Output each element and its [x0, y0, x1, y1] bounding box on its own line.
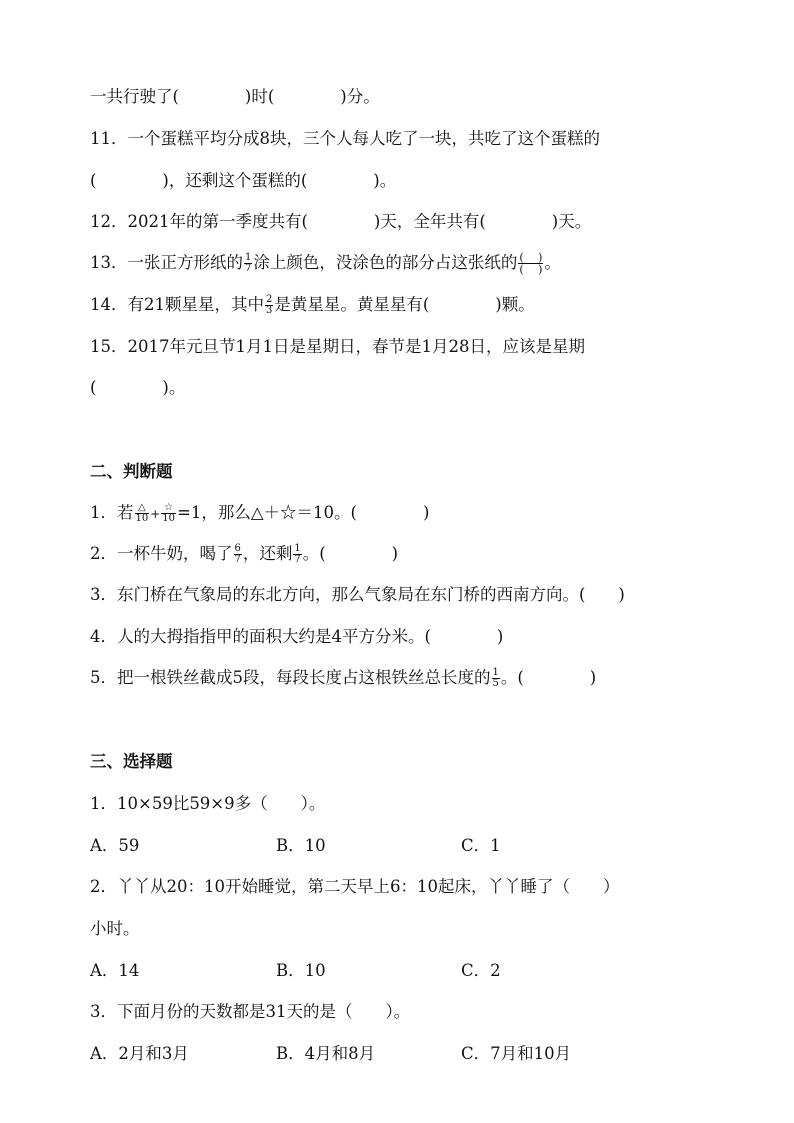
star-numerator: ☆: [164, 502, 174, 513]
section-heading-judgement: 二、判断题: [90, 462, 173, 481]
j5-text-post: 。( ): [500, 668, 597, 687]
blank-denominator: ( ): [519, 263, 543, 276]
fraction-numerator: 1: [245, 252, 252, 263]
fraction-denominator: 10: [135, 513, 149, 524]
fraction-denominator: 3: [266, 305, 273, 316]
j2-text-post: 。( ): [302, 544, 399, 563]
choice-3-option-b[interactable]: B．4月和8月: [276, 1044, 376, 1063]
question-15-line-2: ( )。: [90, 378, 186, 397]
q13-text-mid: 涂上颜色，没涂色的部分占这张纸的: [253, 253, 518, 272]
q14-text-pre: 14．有21颗星星，其中: [90, 295, 264, 314]
q13-text-end: 。: [544, 253, 561, 272]
choice-question-1: 1．10×59比59×9多（ ）。: [90, 794, 326, 813]
q13-answer-blank-fraction[interactable]: [518, 252, 543, 275]
choice-3-option-c[interactable]: C．7月和10月: [461, 1044, 572, 1063]
choice-1-option-a[interactable]: A．59: [90, 836, 140, 855]
choice-question-2-line-1: 2．丫丫从20：10开始睡觉，第二天早上6：10起床，丫丫睡了（ ）: [90, 877, 620, 896]
j1-fraction-triangle: [135, 503, 150, 524]
j5-fraction: [492, 668, 500, 689]
q13-text-pre: 13．一张正方形纸的: [90, 253, 243, 272]
fraction-denominator: 7: [294, 554, 301, 565]
question-11-line-2: ( )，还剩这个蛋糕的( )。: [90, 171, 397, 190]
fraction-numerator: 1: [492, 667, 499, 678]
fraction-numerator: 6: [234, 543, 241, 554]
judgement-5: [90, 667, 596, 689]
question-15-line-1: 15．2017年元旦节1月1日是星期日，春节是1月28日，应该是星期: [90, 337, 585, 356]
q10-continuation: 一共行驶了( )时( )分。: [90, 87, 380, 106]
triangle-numerator: △: [138, 502, 146, 513]
question-11-line-1: 11．一个蛋糕平均分成8块，三个人每人吃了一块，共吃了这个蛋糕的: [90, 129, 600, 148]
choice-1-option-c[interactable]: C．1: [461, 836, 501, 855]
j2-text-pre: 2．一杯牛奶，喝了: [90, 544, 233, 563]
judgement-1: [90, 502, 429, 525]
fraction-denominator: 5: [492, 678, 499, 689]
question-14: [90, 294, 535, 316]
blank-numerator: ( ): [519, 251, 543, 264]
j2-fraction-drunk: [234, 544, 242, 565]
j1-text-post: =1，那么△＋☆＝10。( ): [177, 503, 430, 522]
fraction-denominator: 7: [245, 263, 252, 274]
j1-text-pre: 1．若: [90, 503, 134, 522]
choice-2-option-a[interactable]: A．14: [90, 961, 140, 980]
q14-fraction: [265, 295, 273, 316]
section-heading-choice: 三、选择题: [90, 752, 173, 771]
choice-question-2-line-2: 小时。: [90, 919, 140, 938]
choice-3-option-a[interactable]: A．2月和3月: [90, 1044, 189, 1063]
choice-2-option-b[interactable]: B．10: [276, 961, 326, 980]
q14-text-post: 是黄星星。黄星星有( )颗。: [274, 295, 535, 314]
j5-text-pre: 5．把一根铁丝截成5段，每段长度占这根铁丝总长度的: [90, 668, 491, 687]
j2-text-mid: ，还剩: [242, 544, 293, 563]
fraction-denominator: 10: [162, 513, 176, 524]
choice-1-option-b[interactable]: B．10: [276, 836, 326, 855]
judgement-2: [90, 543, 398, 565]
judgement-4: 4．人的大拇指指甲的面积大约是4平方分米。( ): [90, 627, 504, 646]
fraction-numerator: 1: [294, 543, 301, 554]
question-13: [90, 252, 561, 275]
q13-fraction: [244, 253, 252, 274]
j1-fraction-star: [161, 503, 176, 524]
choice-question-3: 3．下面月份的天数都是31天的是（ ）。: [90, 1002, 411, 1021]
question-12: 12．2021年的第一季度共有( )天，全年共有( )天。: [90, 212, 592, 231]
judgement-3: 3．东门桥在气象局的东北方向，那么气象局在东门桥的西南方向。( ): [90, 585, 625, 604]
choice-2-option-c[interactable]: C．2: [461, 961, 501, 980]
fraction-numerator: 2: [266, 294, 273, 305]
fraction-denominator: 7: [234, 554, 241, 565]
j2-fraction-left: [293, 544, 301, 565]
plus-sign: +: [150, 507, 161, 521]
